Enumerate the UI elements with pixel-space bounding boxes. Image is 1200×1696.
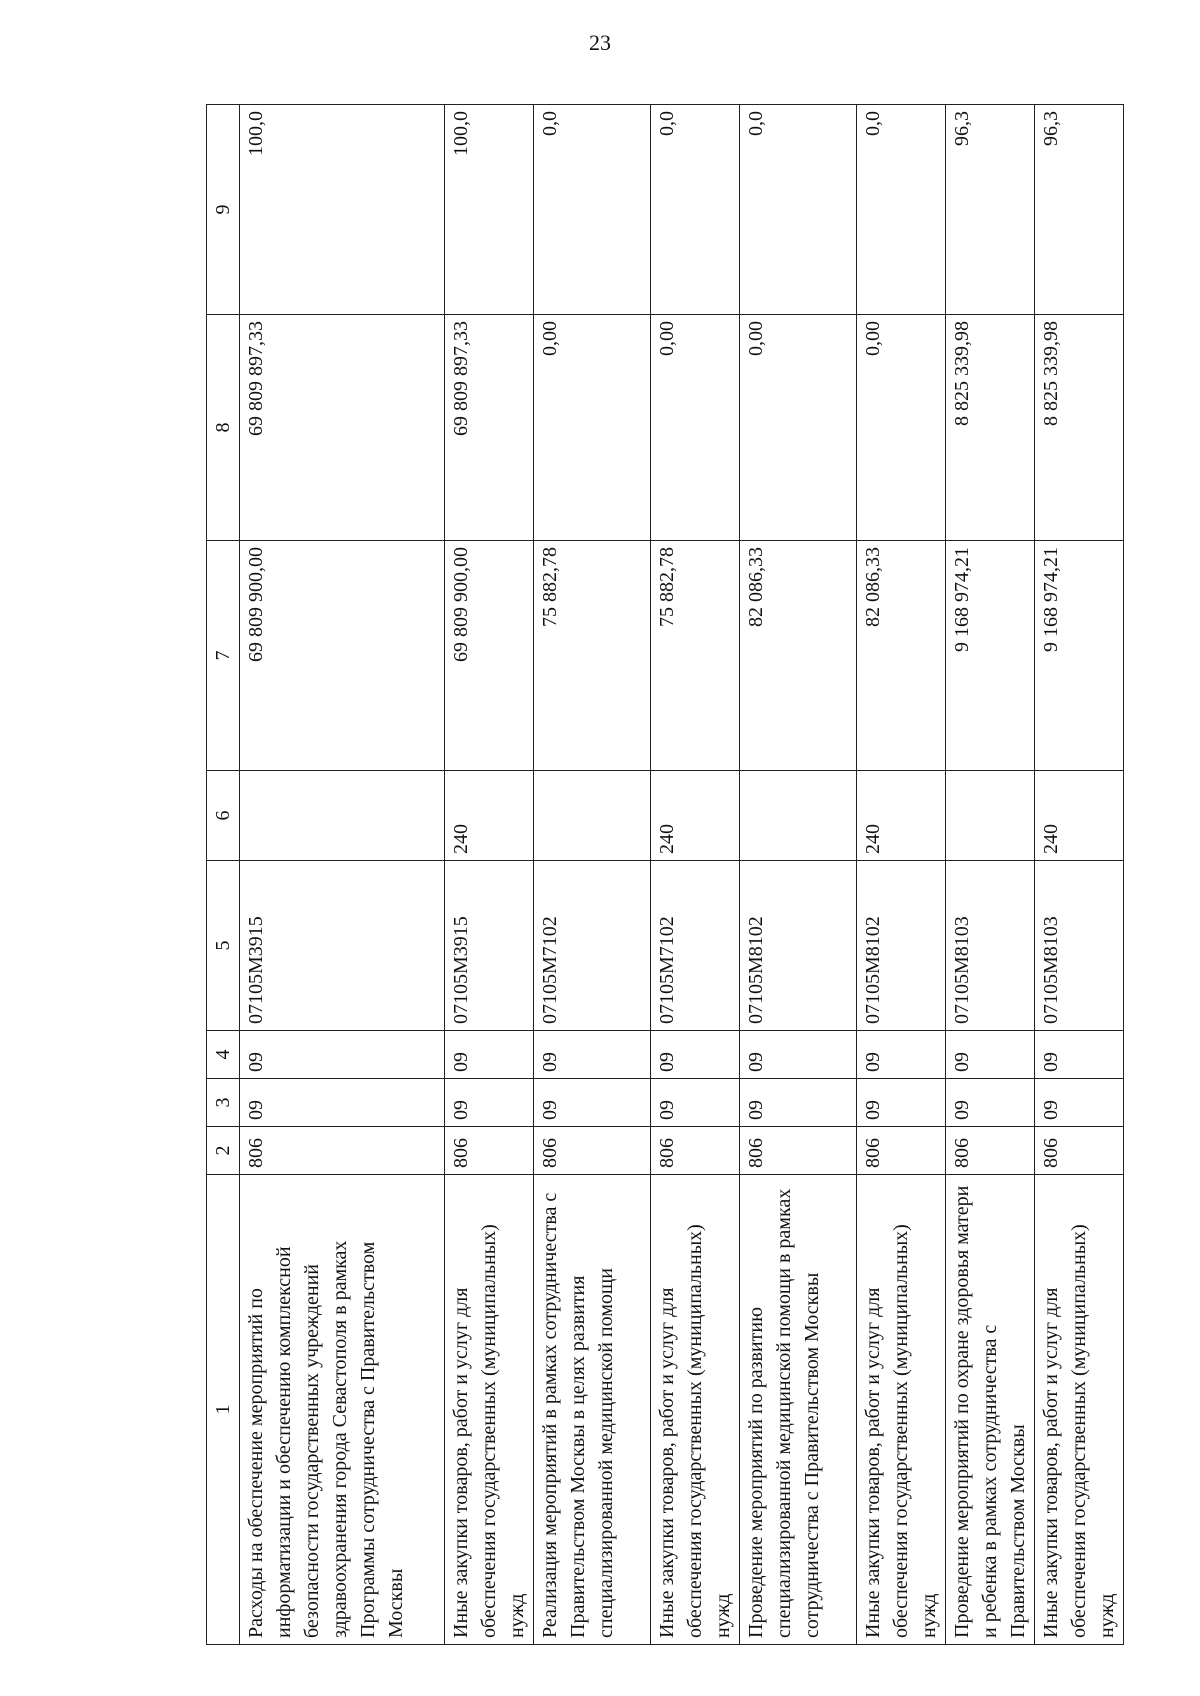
cell-percent: 0,0 xyxy=(857,105,946,315)
cell-subsection: 09 xyxy=(445,1031,534,1079)
budget-table xyxy=(206,104,1124,1645)
cell-subsection: 09 xyxy=(740,1031,857,1079)
column-header: 5 xyxy=(207,861,240,1031)
cell-planned: 75 882,78 xyxy=(534,541,651,771)
cell-ministry: 806 xyxy=(946,1127,1035,1175)
cell-target-article: 07105М3915 xyxy=(240,861,445,1031)
cell-expense-type: 240 xyxy=(445,771,534,861)
rotated-table-region xyxy=(206,105,1118,1645)
cell-target-article: 07105М7102 xyxy=(534,861,651,1031)
cell-executed: 0,00 xyxy=(651,315,740,541)
cell-executed: 0,00 xyxy=(534,315,651,541)
table-row xyxy=(445,105,534,1645)
cell-subsection: 09 xyxy=(946,1031,1035,1079)
cell-percent: 0,0 xyxy=(651,105,740,315)
cell-expense-type: 240 xyxy=(651,771,740,861)
table-row xyxy=(1035,105,1124,1645)
table-row xyxy=(240,105,445,1645)
cell-subsection: 09 xyxy=(1035,1031,1124,1079)
cell-subsection: 09 xyxy=(651,1031,740,1079)
cell-subsection: 09 xyxy=(240,1031,445,1079)
column-header: 3 xyxy=(207,1079,240,1127)
cell-expense-type xyxy=(946,771,1035,861)
table-row xyxy=(534,105,651,1645)
cell-planned: 9 168 974,21 xyxy=(946,541,1035,771)
cell-expense-type xyxy=(240,771,445,861)
column-header: 6 xyxy=(207,771,240,861)
rotated-table-container xyxy=(206,105,1118,1645)
cell-percent: 0,0 xyxy=(740,105,857,315)
cell-executed: 8 825 339,98 xyxy=(1035,315,1124,541)
cell-ministry: 806 xyxy=(445,1127,534,1175)
cell-executed: 0,00 xyxy=(857,315,946,541)
cell-planned: 69 809 900,00 xyxy=(445,541,534,771)
column-header: 8 xyxy=(207,315,240,541)
cell-section: 09 xyxy=(445,1079,534,1127)
cell-ministry: 806 xyxy=(534,1127,651,1175)
cell-ministry: 806 xyxy=(240,1127,445,1175)
cell-percent: 100,0 xyxy=(240,105,445,315)
table-row xyxy=(946,105,1035,1645)
cell-description: Иные закупки товаров, работ и услуг для обеспечения государственных (муниципальных) нужд xyxy=(445,1175,534,1645)
cell-subsection: 09 xyxy=(857,1031,946,1079)
cell-section: 09 xyxy=(1035,1079,1124,1127)
column-header: 7 xyxy=(207,541,240,771)
cell-target-article: 07105М8102 xyxy=(857,861,946,1031)
cell-section: 09 xyxy=(946,1079,1035,1127)
cell-description: Расходы на обеспечение мероприятий по информатизации и обеспечению комплексной безопасности государственных учреждений здравоохранения города Севастополя в рамках Программы сотрудничества с Правительством Москвы xyxy=(240,1175,445,1645)
cell-executed: 69 809 897,33 xyxy=(445,315,534,541)
cell-description: Иные закупки товаров, работ и услуг для обеспечения государственных (муниципальных) нужд xyxy=(651,1175,740,1645)
cell-planned: 9 168 974,21 xyxy=(1035,541,1124,771)
table-header-row xyxy=(207,105,240,1645)
column-header: 9 xyxy=(207,105,240,315)
page-number: 23 xyxy=(589,30,611,55)
cell-planned: 82 086,33 xyxy=(857,541,946,771)
column-header: 1 xyxy=(207,1175,240,1645)
cell-subsection: 09 xyxy=(534,1031,651,1079)
cell-description: Проведение мероприятий по развитию специализированной медицинской помощи в рамках сотрудничества с Правительством Москвы xyxy=(740,1175,857,1645)
cell-ministry: 806 xyxy=(740,1127,857,1175)
cell-planned: 75 882,78 xyxy=(651,541,740,771)
cell-planned: 82 086,33 xyxy=(740,541,857,771)
cell-section: 09 xyxy=(240,1079,445,1127)
cell-percent: 96,3 xyxy=(1035,105,1124,315)
cell-ministry: 806 xyxy=(857,1127,946,1175)
cell-description: Иные закупки товаров, работ и услуг для обеспечения государственных (муниципальных) нужд xyxy=(857,1175,946,1645)
cell-section: 09 xyxy=(857,1079,946,1127)
cell-target-article: 07105М8103 xyxy=(1035,861,1124,1031)
cell-description: Реализация мероприятий в рамках сотрудничества с Правительством Москвы в целях развития специализированной медицинской помощи xyxy=(534,1175,651,1645)
cell-planned: 69 809 900,00 xyxy=(240,541,445,771)
cell-target-article: 07105М8102 xyxy=(740,861,857,1031)
column-header: 4 xyxy=(207,1031,240,1079)
cell-ministry: 806 xyxy=(651,1127,740,1175)
table-row xyxy=(857,105,946,1645)
cell-ministry: 806 xyxy=(1035,1127,1124,1175)
table-row xyxy=(651,105,740,1645)
cell-expense-type xyxy=(740,771,857,861)
cell-expense-type: 240 xyxy=(1035,771,1124,861)
cell-executed: 8 825 339,98 xyxy=(946,315,1035,541)
cell-target-article: 07105М7102 xyxy=(651,861,740,1031)
cell-expense-type xyxy=(534,771,651,861)
cell-executed: 0,00 xyxy=(740,315,857,541)
column-header: 2 xyxy=(207,1127,240,1175)
cell-section: 09 xyxy=(651,1079,740,1127)
table-row xyxy=(740,105,857,1645)
cell-section: 09 xyxy=(534,1079,651,1127)
cell-target-article: 07105М8103 xyxy=(946,861,1035,1031)
cell-section: 09 xyxy=(740,1079,857,1127)
cell-percent: 96,3 xyxy=(946,105,1035,315)
cell-expense-type: 240 xyxy=(857,771,946,861)
cell-description: Проведение мероприятий по охране здоровья матери и ребенка в рамках сотрудничества с Правительством Москвы xyxy=(946,1175,1035,1645)
cell-executed: 69 809 897,33 xyxy=(240,315,445,541)
cell-percent: 0,0 xyxy=(534,105,651,315)
cell-target-article: 07105М3915 xyxy=(445,861,534,1031)
cell-percent: 100,0 xyxy=(445,105,534,315)
cell-description: Иные закупки товаров, работ и услуг для обеспечения государственных (муниципальных) нужд xyxy=(1035,1175,1124,1645)
